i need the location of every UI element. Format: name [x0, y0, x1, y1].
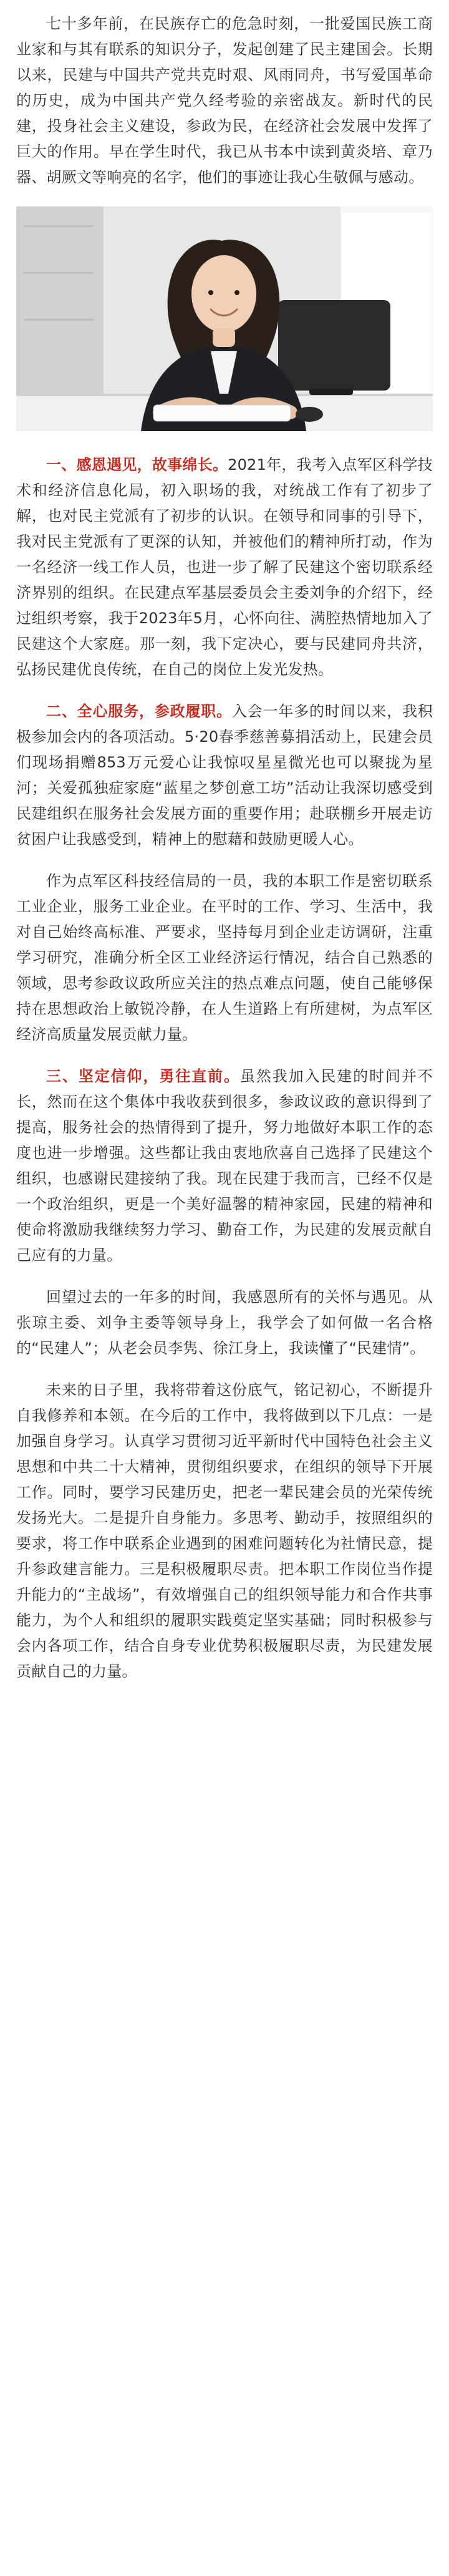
- section1-text: 2021年，我考入点军区科学技术和经济信息化局，初入职场的我，对统战工作有了初步了解，也对民主党派有了初步的认识。在领导和同事的引导下，我对民主党派有了更深的认知，并被他们的精神所打动，作为一名经济一线工作人员，也进一步了解了民建这个密切联系经济界别的组织。在民建点军基层委员会主委刘争的介绍下，经过组织考察，我于2023年5月，心怀向往、满腔热情地加入了民建这个大家庭。那一刻，我下定决心，要与民建同舟共济，弘扬民建优良传统，在自己的岗位上发光发热。: [16, 456, 433, 678]
- section1-heading: 一、感恩遇见，故事绵长。: [46, 456, 228, 474]
- reflection-paragraph: 回望过去的一年多的时间，我感恩所有的关怀与遇见。从张琼主委、刘争主委等领导身上，我学会了如何做一名合格的“民建人”；从老会员李隽、徐江身上，我读懂了“民建情”。: [16, 1288, 433, 1357]
- section2-paragraph: [16, 699, 433, 852]
- intro-paragraph: 七十多年前，在民族存亡的危急时刻，一批爱国民族工商业家和与其有联系的知识分子，发起创建了民主建国会。长期以来，民建与中国共产党共克时艰、风雨同舟，书写爱国革命的历史，成为中国共产党久经考验的亲密战友。新时代的民建，投身社会主义建设，参政为民，在经济社会发展中发挥了巨大的作用。早在学生时代，我已从书本中读到黄炎培、章乃器、胡厥文等响亮的名字，他们的事迹让我心生敬佩与感动。: [16, 15, 433, 186]
- section2-text: 入会一年多的时间以来，我积极参加会内的各项活动。5·20春季慈善募捐活动上，民建会员们现场捐赠853万元爱心让我惊叹星星微光也可以聚拢为星河；关爱孤独症家庭“蓝星之梦创意工坊”活动让我深切感受到民建组织在服务社会发展方面的重要作用；赴联棚乡开展走访贫困户让我感受到，精神上的慰藉和鼓励更暖人心。: [16, 702, 433, 848]
- section2-heading: 二、全心服务，参政履职。: [46, 702, 232, 720]
- future-paragraph: 未来的日子里，我将带着这份底气，铭记初心，不断提升自我修养和本领。在今后的工作中，我将做到以下几点：一是加强自身学习。认真学习贯彻习近平新时代中国特色社会主义思想和中共二十大精神，贯彻组织要求，在组织的领导下开展工作。同时，要学习民建历史，把老一辈民建会员的光荣传统发扬光大。二是提升自身能力。多思考、勤动手，按照组织的要求，将工作中联系企业遇到的困难问题转化为社情民意，提升参政建言能力。三是积极履职尽责。把本职工作岗位当作提升能力的“主战场”，有效增强自己的组织领导能力和合作共事能力，为个人和组织的履职实践奠定坚实基础；同时积极参与会内各项工作，结合自身专业优势积极履职尽责，为民建发展贡献自己的力量。: [16, 1381, 433, 1680]
- work-paragraph: 作为点军区科技经信局的一员，我的本职工作是密切联系工业企业，服务工业企业。在平时的工作、学习、生活中，我对自己始终高标准、严要求，坚持每月到企业走访调研，注重学习研究，准确分析全区工业经济运行情况，结合自己熟悉的领域，思考参政议政所应关注的热点难点问题，使自己能够保持在思想政治上敏锐冷静，在人生道路上有所建树，为点军区经济高质量发展贡献力量。: [16, 872, 433, 1043]
- section3-paragraph: [16, 1064, 433, 1268]
- portrait-photo: [16, 207, 433, 431]
- section1-paragraph: [16, 452, 433, 683]
- section3-heading: 三、坚定信仰，勇往直前。: [46, 1067, 240, 1085]
- section3-text: 虽然我加入民建的时间并不长，然而在这个集体中我收获到很多，参政议政的意识得到了提高，服务社会的热情得到了提升，努力地做好本职工作的态度也进一步增强。这些都让我由衷地欣喜自己选择了民建这个组织，也感谢民建接纳了我。现在民建于我而言，已经不仅是一个政治组织，更是一个美好温馨的精神家园，民建的精神和使命将激励我继续努力学习、勤奋工作，为民建的发展贡献自己应有的力量。: [16, 1067, 433, 1264]
